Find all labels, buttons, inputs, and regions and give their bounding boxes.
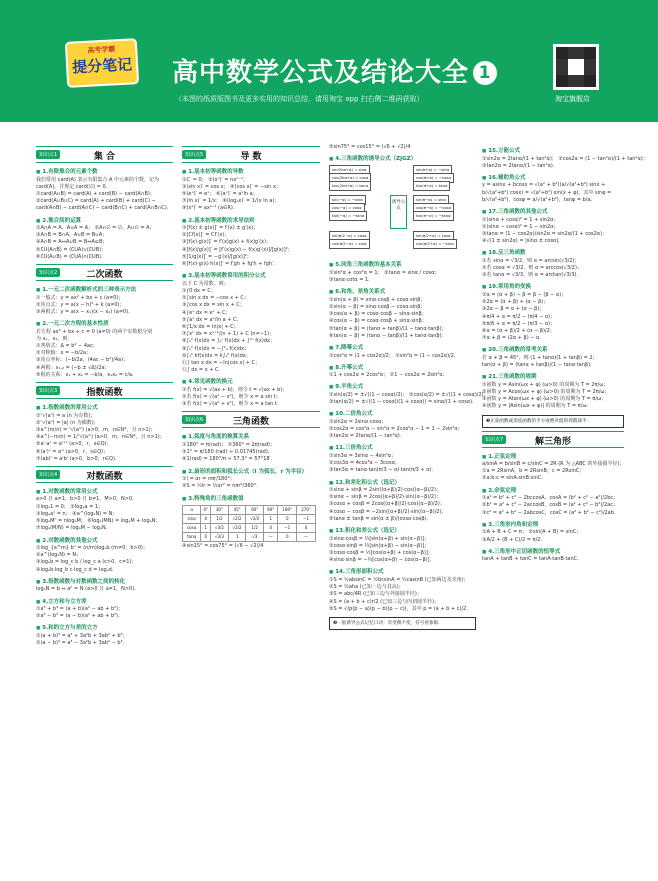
formula-line: ①函数 y = Asin(ωx + φ) (ω>0) 的周期为 T = 2π/ω； [482,381,609,388]
formula-line: ⑥[f(x)·g(x)·h(x)]′ = f′gh + fg′h + fgh′. [182,261,275,268]
table-cell: √2/2 [228,523,246,532]
subsection-title: ■ 2.余弦定理 [482,486,624,494]
formula-line: ②∫sin x dx = −cos x + C； [182,295,249,302]
subsection-title: ■ 1.基本初等函数的导数 [182,167,320,175]
subsection-title: ■ 5.同角三角函数的基本关系 [329,260,476,268]
formula-line: ①一般式：y = ax² + bx + c (a≠0)； [36,294,124,301]
formula-line: ②a³ − b³ = (a − b)(a² + ab + b²). [36,613,120,620]
diagram-box: sin(π−α) = sinα [413,195,449,205]
formula-line: ③logₐaⁿ = n； ④a^(logₐN) = N； [36,510,118,517]
formula-line: ③函数 y = Atan(ωx + φ) (ω>0) 的周期为 T = π/ω； [482,396,607,403]
formula-line: ②对称轴：x = −b/2a； [36,350,92,357]
page-title [172,52,497,89]
formula-line: ③cos(α + β) = cosα·cosβ − sinα·sinβ； [329,311,427,318]
table-cell: sinα [183,514,201,523]
table-cell: tanα [183,532,201,541]
logo-top-text: 高考学霸 [87,45,116,55]
formula-line: ③若 f(x) = √(a² + x²)，则令 x = a tan t. [182,401,279,408]
volume-badge: 1 [473,61,497,85]
subsection-title: ■ 16.辅助角公式 [482,173,624,181]
table-cell: √3/3 [211,532,229,541]
subsection-title: ■ 2.扇形的面积和弧长公式（l 为弧长，r 为半径） [182,467,320,475]
table-header-cell: 0° [201,505,211,514]
formula-line: ②(sinα − cosα)² = 1 − sin2α； [482,223,559,230]
formula-line: ⑪∫ tan x dx = −ln|cos x| + C； [182,359,260,366]
formula-line: ①sin2α = 2tanα/(1 + tan²α)； ②cos2α = (1 − tan²α)/(1 + tan²α)； [482,155,648,162]
formula-line: ⑦(ln x)′ = 1/x； ⑧(logₐx)′ = 1/(x ln a)； [182,198,280,205]
section-title: 导 数 [240,152,262,162]
formula-line: ②2α = (α + β) + (α − β)； [482,299,549,306]
formula-line: ③tanα = (1 − cos2α)/sin2α = sin2α/(1 + cos2α)； [482,230,608,237]
table-header-cell: 30° [211,505,229,514]
formula-line: ⑤S = √(p(p − a)(p − b)(p − c))，其中 p = (a + b + c)/2. [329,605,468,612]
formula-line: ④√(1 ± sin2α) = |sinα ± cosα|. [482,238,560,245]
section-title: 集 合 [93,152,116,162]
formula-line: ⑦logₐ(M/N) = logₐM − logₐN. [36,525,108,532]
section-header [182,146,320,163]
formula-line: ③a^(m/n) = ⁿ√(aᵐ) (a>0，m，n∈N*，且 n>1)； [36,426,156,433]
formula-line: ③2α − β = α + (α − β)； [482,306,545,313]
subsection-title: ■ 4.三角形中正切函数的恒等式 [482,547,624,555]
formula-line: ③A∩B = B∩A，A∪B = B∪A； [36,232,108,239]
section-tag: 知识点1 [36,150,60,159]
formula-line: ⑨∫ₐᵇ f(x)dx = −∫ᵇₐ f(x)dx； [182,345,250,352]
page-title-text: 高中数学公式及结论大全 [172,58,470,88]
formula-line: ②S = ½lr = ½αr² = nπr²/360°. [182,483,258,490]
table-cell: — [297,532,316,541]
formula-line: b/√(a²+b²)，cosφ = a/√(a²+b²)，tanφ = b/a. [482,196,593,203]
formula-line: ②顶点式：y = a(x − h)² + k (a≠0)； [36,301,125,308]
formula-line: ⑨(xᵃ)′ = axᵃ⁻¹ (a∈R). [182,205,235,212]
subsection-title: ■ 3.三角形内角和定理 [482,520,624,528]
formula-line: ①sin²α + cos²α = 1； ②tanα = sinα / cosα； [329,269,440,276]
table-cell: 1 [201,523,211,532]
section-title: 指数函数 [86,388,123,399]
section-header [36,382,173,399]
formula-line: 若 α + β = 45°，则 (1 + tanα)(1 + tanβ) = 2； [482,354,598,361]
formula-line: ⑩∫ₐᵇ kf(x)dx = k∫ₐᵇ f(x)dx； [182,352,251,359]
formula-line: ③tan2α = 2tanα/(1 − tan²α). [329,433,402,440]
formula-line: ①若 sinα = √3/2，则 α = arcsin(√3/2)； [482,257,580,264]
formula-line: ①sin2α = 2sinα·cosα； [329,418,387,425]
formula-line: ①C′ = 0； ②(xⁿ)′ = nxⁿ⁻¹； [182,176,248,183]
formula-line: ①a³ + b³ = (a + b)(a² − ab + b²)； [36,606,124,613]
table-row [183,514,316,523]
diagram-box: cos(π−α) = −cosα [413,203,454,213]
formula-line: ①sin(α/2) = ±√((1 − cosα)/2)； ②cos(α/2) = ±√((1 + cosα)/2)； [329,391,489,398]
formula-line: ②S = ½aha (已知一边与其高)； [329,584,404,591]
diagram-box: tan(−α) = −tanα [329,211,367,221]
table-cell: 0 [264,523,278,532]
formula-line: tanA + tanB + tanC = tanA·tanB·tanC. [482,556,579,563]
formula-line: ⑥∫1/x dx = ln|x| + C； [182,323,239,330]
subsection-title: ■ 15.万能公式 [482,146,624,154]
formula-line: ③logₐb = log_c b / log_c a (c>0，c≠1)； [36,559,137,566]
subsection-title: ■ 8.升幂公式 [329,363,476,371]
section-title: 二次函数 [86,270,123,281]
formula-line: ⑧∫ₐᵇ f(x)dx = ∫ₐᶜ f(x)dx + ∫ᶜᵇ f(x)dx； [182,338,275,345]
qr-code[interactable] [553,44,599,90]
formula-line: ⑤[1/g(x)]′ = −g′(x)/[g(x)]²； [182,253,252,260]
formula-line: ④两根：x₁,₂ = (−b ± √Δ)/2a； [36,364,110,371]
subsection-title: ■ 1.弧度与角度的换算关系 [182,432,320,440]
subsection-title: ■ 12.和差化积公式（选记） [329,478,476,486]
diagram-box: sin(π/2−α) = cosα [329,231,370,241]
table-row [183,532,316,541]
formula-line: ⑤π/6 + α = π/2 − (π/3 − α)； [482,320,556,327]
table-cell: √2/2 [228,514,246,523]
formula-line: ⑥∁U(A∪B) = (∁UA)∩(∁UB). [36,253,103,260]
table-cell: 1/2 [211,514,229,523]
formula-line: a>0 且 a≠1，b>0 且 b≠1，M>0，N>0. [36,496,134,503]
formula-line: ④∫eˣ dx = eˣ + C； [182,309,231,316]
formula-line: ③cosα + cosβ = 2cos((α+β)/2)·cos((α−β)/2)； [329,501,445,508]
formula-line: ④sin15° = cos75° = (√6 − √2)/4 [182,542,264,549]
diagram-box: cos(π+α) = −cosα [413,173,454,183]
formula-line: ①∫0 dx = C； [182,287,216,294]
formula-line: ⑤tanα ± tanβ = sin(α ± β)/(cosα·cosβ). [329,515,429,522]
column-3 [329,143,489,868]
formula-line: ①sin(α + β) = sinα·cosβ + cosα·sinβ； [329,296,426,303]
formula-line: a/sinA = b/sinB = c/sinC = 2R (R 为 △ABC 的外接圆半径)； [482,461,625,468]
formula-line: ⑦∫xⁿ dx = xⁿ⁺¹/(n + 1) + C (n≠−1)； [182,331,275,338]
formula-line: ①A∩A = A，A∪A = A； ②A∩∅ = ∅，A∪∅ = A； [36,225,155,232]
formula-line: ④[f(x)/g(x)]′ = [f′(x)g(x) − f(x)g′(x)]/[g(x)]²； [182,246,293,253]
qr-caption: 淘宝旗舰店 [555,95,590,103]
diagram-box: cos(π/2+α) = −sinα [413,239,457,249]
formula-line: ①判别式：Δ = b² − 4ac； [36,343,98,350]
formula-line: ①[f(x) ± g(x)]′ = f′(x) ± g′(x)； [182,225,259,232]
formula-line: ①ⁿ√(aⁿ) = a (n 为奇数)； [36,412,96,419]
table-cell: 0 [201,532,211,541]
table-cell: √3 [246,532,264,541]
subsection-title: ■ 9.半角公式 [329,382,476,390]
formula-line: ①sinα + sinβ = 2sin((α+β)/2)·cos((α−β)/2)； [329,487,442,494]
table-row [183,523,316,532]
formula-line: ③S = abc/4R (已知三边与外接圆半径)； [329,591,422,598]
subsection-title: ■ 2.集合间的运算 [36,216,173,224]
diagram-box: cos(π/2−α) = sinα [329,239,370,249]
table-header-cell: 270° [297,505,316,514]
section-header [36,146,173,163]
section-tag: 知识点3 [36,386,60,395]
subsection-title: ■ 1.对数函数的常用公式 [36,487,173,495]
formula-line: ⑥(aʳ)ˢ = aʳˢ (a>0，r，s∈Q)； [36,448,109,455]
formula-line: ②a^(logₐN) = N； [36,552,82,559]
subsection-title: ■ 1.指数函数的常用公式 [36,403,173,411]
formula-line: ③[f(x)·g(x)]′ = f′(x)g(x) + f(x)g′(x)； [182,239,272,246]
subsection-title: ■ 14.三角形面积公式 [329,567,476,575]
formula-line: ④cosα − cosβ = −2sin((α+β)/2)·sin((α−β)/2)； [329,508,447,515]
subsection-title: ■ 3.基本初等函数常用的积分公式 [182,271,320,279]
table-cell: 0 [278,532,297,541]
formula-line: card(A)，并规定 card(∅) = 0. [36,183,108,190]
diagram-box: sin(−α) = −sinα [329,195,366,205]
formula-line: ②函数 y = Acos(ωx + φ) (ω>0) 的周期为 T = 2π/ω； [482,388,610,395]
formula-line: logₐN = b ⇔ aᵇ = N (a>0 且 a≠1，N>0). [36,586,136,593]
formula-line: ②sinα − sinβ = 2cos((α+β)/2)·sin((α−β)/2)； [329,494,442,501]
table-cell: √3/2 [211,523,229,532]
formula-line: ③1° = π/180 (rad) ≈ 0.01745(rad)； [182,449,273,456]
table-cell: 0 [278,514,297,523]
formula-line: ④a^(−m/n) = 1/ⁿ√(aᵐ) (a>0，m，n∈N*，且 n>1)； [36,434,165,441]
diagram-box: tan(π−α) = −tanα [413,211,454,221]
formula-line: ⑤根的关系：x₁ + x₂ = −b/a，x₁x₂ = c/a. [36,371,134,378]
tip-note: ❸正弦函数或余弦函数的平方或绝对值的周期减半. [482,415,624,428]
diagram-box: tan(π+α) = tanα [413,181,450,191]
formula-line: ①(a + b)³ = a³ + 3a²b + 3ab² + b³； [36,632,128,639]
diagram-box: sin(2kπ+α) = sinα [329,165,370,175]
formula-line: ④π/4 + α = π/2 − (π/4 − α)； [482,313,556,320]
formula-line: ③cosα·cosβ = ½[cos(α+β) + cos(α−β)]； [329,549,433,556]
subsection-title: ■ 13.积化和差公式（选记） [329,526,476,534]
subsection-title: ■ 4.常见函数的换元 [182,377,320,385]
formula-line: ②ⁿ√(aⁿ) = |a| (n 为偶数)； [36,419,99,426]
formula-line: ⑦α + β = (2α + β) − α. [482,335,541,342]
formula-line: ⑤∁U(A∩B) = (∁UA)∪(∁UB)； [36,246,107,253]
formula-line: 若方程 ax² + bx + c = 0 (a≠0) 的两个实数根分别 [36,328,153,335]
page-subtitle: （本图的纸质版图书及更多实用的知识总结，请用淘宝 app 扫右侧二维码获取） [175,95,424,103]
formula-line: ③∫cos x dx = sin x + C； [182,302,245,309]
subsection-title: ■ 6.和角、差角关系式 [329,287,476,295]
special-angle-table [182,505,316,542]
table-cell: 0 [297,523,316,532]
formula-line: 我们常用 card(A) 表示有限集合 A 中元素的个数，记为 [36,176,160,183]
formula-line: ④函数 y = |Asin(ωx + φ)| 的周期为 T = π/ω. [482,403,589,410]
formula-line: ③c² = a² + b² − 2abcosC，cosC = (a² + b² − c²)/2ab. [482,509,616,516]
section-tag: 知识点6 [182,415,206,424]
formula-line: ②cos2α = cos²α − sin²α = 2cos²α − 1 = 1 − 2sin²α； [329,426,463,433]
formula-line: ①cos²α = (1 + cos2α)/2； ②sin²α = (1 − cos2α)/2. [329,352,456,359]
table-cell: 1/2 [246,523,264,532]
subsection-title: ■ 3.特殊角的三角函数值 [182,494,320,502]
formula-line: ①log_{a^m} bⁿ = (n/m)logₐb (m≠0，b>0)； [36,545,148,551]
formula-line: ①logₐ1 = 0； ②logₐa = 1； [36,503,104,510]
table-cell: −1 [278,523,297,532]
tip-note: ❸一般诱导公式记忆口诀：奇变偶不变，符号看象限. [329,617,476,630]
section-header [482,431,624,448]
formula-line: ②card(A∪B∪C) = card(A) + card(B) + card(C) − [36,198,156,205]
formula-line: ③tan3α = tanα·tan(π/3 − α)·tan(π/3 + α). [329,467,434,474]
formula-line: ④cos(α − β) = cosα·cosβ + sinα·sinβ； [329,318,427,325]
subsection-title: ■ 2.一元二次方程的基本性质 [36,319,173,327]
table-cell: — [264,532,278,541]
formula-line: ①α = (α + β) − β = β − (β − α)； [482,291,567,298]
subsection-title: ■ 2.对数函数的其他公式 [36,536,173,544]
formula-line: ②若 f(x) = √(a² − x²)，则令 x = a sin t； [182,394,281,401]
section-header [36,466,173,483]
formula-line: ③tan2α = 2tanα/(1 − tan²α). [482,162,555,169]
subsection-title: ■ 4.三角函数的诱导公式（ZJGZ） [329,154,476,162]
column-4 [482,143,648,868]
subsection-title: ■ 3.指数函数与对数函数之间的转化 [36,577,173,585]
formula-line: ⑫∫ dx = x + C. [182,367,221,374]
section-tag: 知识点4 [36,470,60,479]
formula-line: ⑤tan(α + β) = (tanα + tanβ)/(1 − tanα·tanβ)； [329,325,447,332]
diagram-box: sin(π+α) = −sinα [413,165,452,175]
section-tag: 知识点7 [482,435,506,444]
formula-line: ④sinα·sinβ = −½[cos(α+β) − cos(α−β)]. [329,557,432,564]
qr-code-pattern [556,47,596,87]
formula-line: ②sin(α − β) = sinα·cosβ − cosα·sinβ； [329,304,426,311]
section-title: 三角函数 [232,417,269,428]
formula-line: ③两根式：y = a(x − x₁)(x − x₂) (a≠0). [36,308,130,315]
table-header-cell: 45° [228,505,246,514]
subsection-title: ■ 21.三角函数的周期 [482,372,624,380]
formula-line: ②(a − b)³ = a³ − 3a²b + 3ab² − b³. [36,640,125,647]
formula-line: ④A∩B = A⇔A∪B = B⇔A⊆B； [36,239,108,246]
subsection-title: ■ 17.三角函数的其他公式 [482,207,624,215]
section-tag: 知识点5 [182,150,206,159]
subsection-title: ■ 1.有限集合的元素个数 [36,167,173,175]
subsection-title: ■ 1.一元二次函数解析式的三种表示方法 [36,285,173,293]
table-header-cell: 90° [264,505,278,514]
formula-line: ⑤logₐMⁿ = nlogₐM； ⑥logₐ(MN) = logₐM + logₐN； [36,518,161,525]
page-header [0,0,658,122]
diagram-box: sin(π/2+α) = cosα [413,231,454,241]
table-cell: 0 [201,514,211,523]
formula-line: ⑥α = (α + β)/2 + (α − β)/2； [482,327,555,334]
formula-line: ⑤∫aˣ dx = aˣ/ln a + C； [182,316,242,323]
formula-line: ⑦(ab)ʳ = aʳbʳ (a>0，b>0，r∈Q). [36,455,117,462]
formula-line: ①(sinα + cosα)² = 1 + sin2α； [482,216,559,223]
formula-line: ①sin3α = 3sinα − 4sin³α； [329,452,397,459]
table-header-cell: 60° [246,505,264,514]
section-tag: 知识点2 [36,268,60,277]
table-cell: 1 [264,514,278,523]
column-2 [182,143,320,868]
formula-line: ②b² = a² + c² − 2accosB，cosB = (a² + c² − b²)/2ac； [482,502,618,509]
subsection-title: ■ 7.降幂公式 [329,343,476,351]
formula-line: tan(α + β) = (tanα + tanβ)/(1 − tanα·tanβ). [482,362,592,369]
logo-main-text: 提分笔记 [71,55,133,77]
table-header-cell: 180° [278,505,297,514]
table-cell: −1 [297,514,316,523]
formula-line: card(A∩B) − card(A∩C) − card(B∩C) + card(A∩B∩C). [36,205,169,212]
formula-line: ①sinα·cosβ = ½[sin(α+β) + sin(α−β)]； [329,535,430,542]
formula-line: ②cos3α = 4cos³α − 3cosα； [329,460,400,467]
table-cell: cosα [183,523,201,532]
table-header-cell: α [183,505,201,514]
subsection-title: ■ 1.正弦定理 [482,452,624,460]
subsection-title: ■ 11.三倍角公式 [329,443,476,451]
formula-line: ②cosα·sinβ = ½[sin(α+β) − sin(α−β)]； [329,542,430,549]
formula-line: ①180° = π(rad)； ②360° = 2π(rad)； [182,441,275,448]
formula-line: ③tanα·cotα = 1. [329,277,370,284]
formula-line: ①a² = b² + c² − 2bccosA，cosA = (b² + c² − a²)/2bc； [482,495,619,502]
subsection-title: ■ 19.常用角的变换 [482,282,624,290]
table-header-row [183,505,316,514]
formula-line: ②a:b:c = sinA:sinB:sinC. [482,475,543,482]
brand-logo [65,38,139,88]
subsection-title: ■ 2.基本初等函数的求导法则 [182,216,320,224]
formula-line: ①若 f(x) = √(ax + b)，则令 t = √(ax + b)； [182,386,288,393]
formula-line: ⑤sin75° = cos15° = (√6 + √2)/4 [329,144,411,150]
section-title: 对数函数 [86,471,123,482]
formula-line: ①1 + cos2α = 2cos²α； ②1 − cos2α = 2sin²α. [329,372,445,379]
table-cell: √3/2 [246,514,264,523]
diagram-box: cos(−α) = cosα [329,203,365,213]
formula-line: ②[Cf(x)]′ = Cf′(x)； [182,232,230,239]
formula-line: ④1(rad) = 180°/π ≈ 57.3° = 57°18′. [182,456,273,463]
formula-line: ③tan(α/2) = ±√((1 − cosα)/(1 + cosα)) = sinα/(1 + cosα). [329,399,474,406]
table-cell: 1 [228,532,246,541]
section-header [36,264,173,281]
formula-line: ①S = ½absinC = ½bcsinA = ½casinB (已知两边及夹角)； [329,576,469,583]
formula-line: ④S = (a + b + c)r/2 (已知三边与内切圆半径)； [329,598,440,605]
formula-line: ③若 tanα = √3/3，则 α = arctan(√3/3). [482,272,579,279]
formula-line: ④logₐb·log_b c·log_c d = logₐd. [36,566,114,573]
column-1 [36,143,173,868]
formula-line: ①card(A∪B) = card(A) + card(B) − card(A∩B)； [36,190,155,197]
formula-line: ①a = 2RsinA，b = 2RsinB，c = 2RsinC； [482,468,585,475]
diagram-box: tan(2kπ+α) = tanα [329,181,371,191]
formula-line: ⑤aʳ·aˢ = aʳ⁺ˢ (a>0，r，s∈Q)； [36,441,112,448]
formula-line: 以下 C 为常数，则： [182,280,229,287]
diagram-box: cos(2kπ+α) = cosα [329,173,371,183]
section-header [182,411,320,428]
formula-line: ⑥tan(α − β) = (tanα − tanβ)/(1 + tanα·tanβ). [329,332,444,339]
diagram-center: 诱导公式 [390,195,407,229]
formula-line: ③顶点坐标：(−b/2a，(4ac − b²)/4a)； [36,357,129,364]
induction-formula-diagram [329,165,476,257]
formula-line: ③A/2 + (B + C)/2 = π/2. [482,536,543,543]
formula-line: ①A + B + C = π； ②sin(A + B) = sinC； [482,529,582,536]
formula-line: y = asinx + bcosx = √(a² + b²)(a/√(a²+b²) sinx + [482,182,606,189]
formula-line: ②若 cosα = √3/2，则 α = arccos(√3/2)； [482,265,582,272]
formula-line: ①l = αr = nπr/180°； [182,476,235,483]
formula-line: ③(sin x)′ = cos x； ④(cos x)′ = −sin x； [182,183,281,190]
formula-line: b/√(a²+b²) cosx) = √(a²+b²) sin(x + φ)，其中 sinφ = [482,189,612,196]
subsection-title: ■ 4.立方和与立方差 [36,597,173,605]
formula-sheet [36,143,648,868]
subsection-title: ■ 20.三角函数的常考关系 [482,345,624,353]
formula-line: ⑤(eˣ)′ = eˣ； ⑥(aˣ)′ = aˣln a； [182,190,258,197]
subsection-title: ■ 10.二倍角公式 [329,409,476,417]
section-title: 解三角形 [534,436,571,447]
subsection-title: ■ 18.反三角函数 [482,248,624,256]
subsection-title: ■ 5.和的立方与差的立方 [36,623,173,631]
formula-line: 为 x₁，x₂，则： [36,335,73,342]
